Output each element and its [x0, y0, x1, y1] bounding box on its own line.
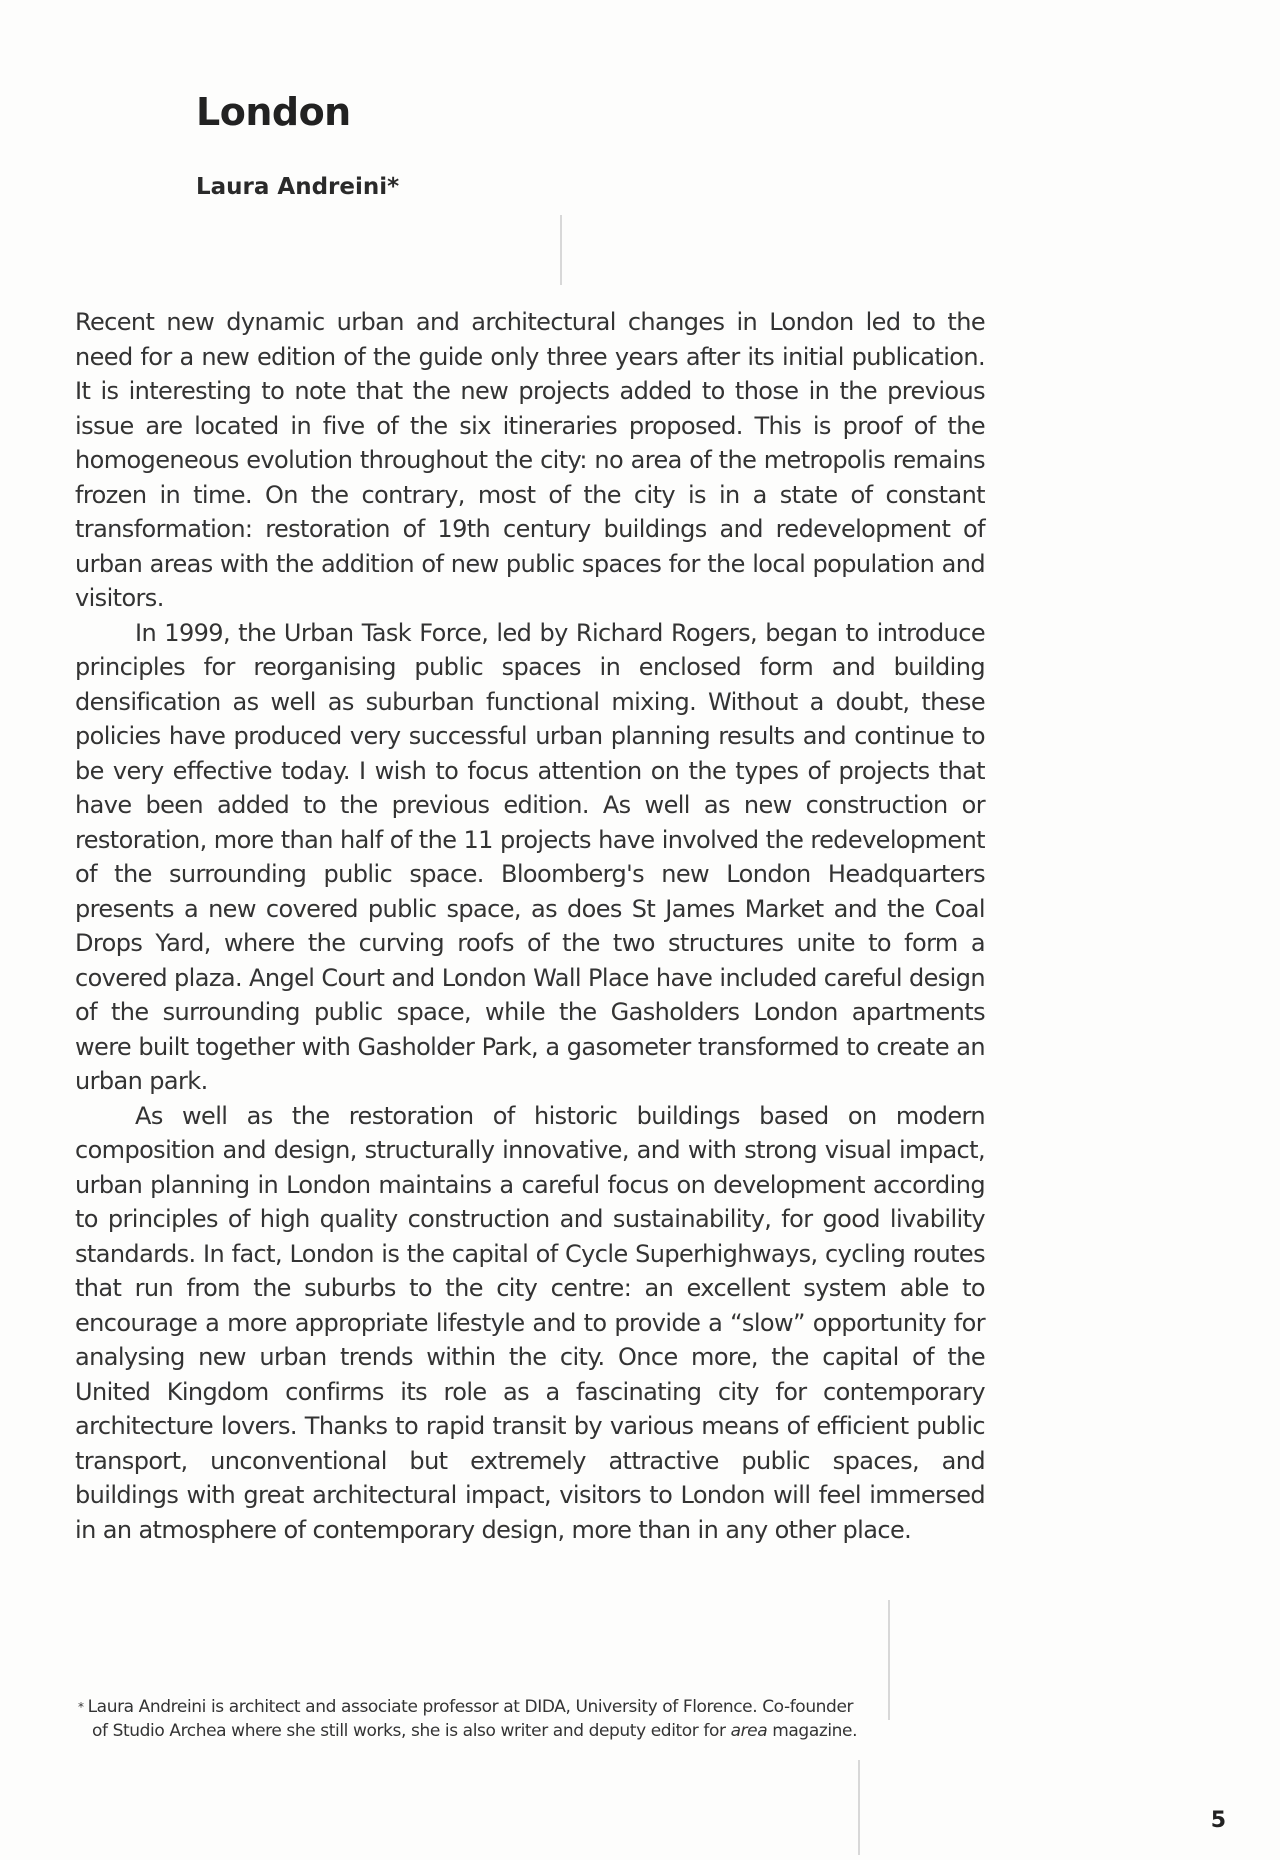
footnote	[78, 1695, 908, 1743]
scan-artifact	[858, 1760, 860, 1855]
magazine-name: area	[730, 1721, 768, 1741]
footnote-line-2-end: magazine.	[767, 1721, 858, 1741]
footnote-line-2-text: of Studio Archea where she still works, she is also writer and deputy editor for	[92, 1721, 731, 1741]
author-name: Laura Andreini*	[196, 174, 400, 200]
body-paragraph: As well as the restoration of historic buildings based on modern composition and design, structurally innovative, and with strong visual impact, urban planning in London maintains a careful focus on development according to principles of high quality construction and sustainability, for good livability standards. In fact, London is the capital of Cycle Superhighways, cycling routes that run from the suburbs to the city centre: an excellent system able to encourage a more appropriate lifestyle and to provide a “slow” opportunity for analysing new urban trends within the city. Once more, the capital of the United Kingdom confirms its role as a fascinating city for contemporary architecture lovers. Thanks to rapid transit by various means of efficient public transport, unconventional but extremely attractive public spaces, and buildings with great architectural impact, visitors to London will feel immersed in an atmosphere of contemporary design, more than in any other place.	[75, 1101, 985, 1544]
article-body	[75, 305, 985, 1547]
page-number: 5	[1210, 1808, 1226, 1833]
body-paragraph: Recent new dynamic urban and architectural changes in London led to the need for a new edition of the guide only three years after its initial publication. It is interesting to note that the new projects added to those in the previous issue are located in five of the six itineraries proposed. This is proof of the homogeneous evolution throughout the city: no area of the metropolis remains frozen in time. On the contrary, most of the city is in a state of constant transformation: restoration of 19th century buildings and redevelopment of urban areas with the addition of new public spaces for the local population and visitors.	[75, 308, 985, 612]
scan-artifact	[560, 215, 562, 285]
page-title: London	[196, 90, 351, 134]
scan-artifact	[888, 1600, 890, 1720]
footnote-line-2	[78, 1719, 908, 1743]
body-paragraph: In 1999, the Urban Task Force, led by Richard Rogers, began to introduce principles for reorganising public spaces in enclosed form and building densification as well as suburban functional mixing. Without a doubt, these policies have produced very successful urban planning results and continue to be very effective today. I wish to focus attention on the types of projects that have been added to the previous edition. As well as new construction or restoration, more than half of the 11 projects have involved the redevelopment of the surrounding public space. Bloomberg's new London Headquarters presents a new covered public space, as does St James Market and the Coal Drops Yard, where the curving roofs of the two structures unite to form a covered plaza. Angel Court and London Wall Place have included careful design of the surrounding public space, while the Gasholders London apartments were built together with Gasholder Park, a gasometer transformed to create an urban park.	[75, 618, 985, 1095]
footnote-marker: *	[78, 1700, 84, 1714]
footnote-line-1: Laura Andreini is architect and associate professor at DIDA, University of Florence. Co-founder	[87, 1697, 854, 1717]
